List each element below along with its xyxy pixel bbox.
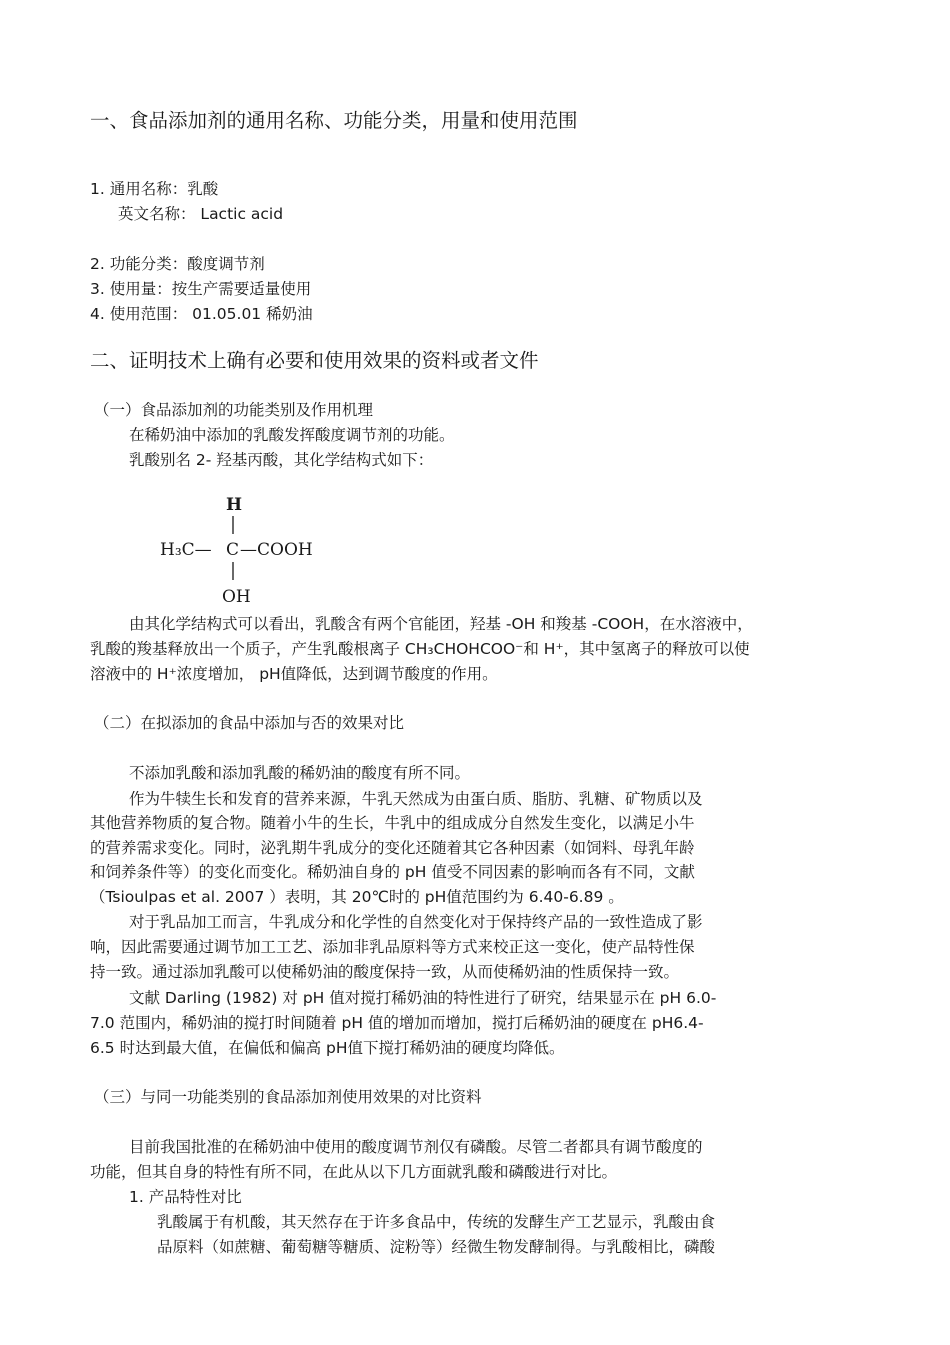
paragraph-line: 乳酸别名 2- 羟基丙酸，其化学结构式如下： [129,451,434,469]
paragraph-line: 7.0 范围内，稀奶油的搅打时间随着 pH 值的增加而增加，搅打后稀奶油的硬度在 pH6.4- [90,1014,704,1032]
paragraph-line: 由其化学结构式可以看出，乳酸含有两个官能团，羟基 -OH 和羧基 -COOH，在水溶液中， [129,615,753,633]
subsection-title: （一）食品添加剂的功能类别及作用机理 [94,401,374,419]
subsection-title: （三）与同一功能类别的食品添加剂使用效果的对比资料 [94,1088,482,1106]
paragraph-line: 6.5 时达到最大值，在偏低和偏高 pH值下搅打稀奶油的硬度均降低。 [90,1039,565,1057]
paragraph-line: 的营养需求变化。同时，泌乳期牛乳成分的变化还随着其它各种因素（如饲料、母乳年龄 [90,839,695,857]
list-item: 英文名称： Lactic acid [118,205,284,223]
formula-bottom-group: OH [222,587,251,607]
paragraph-line: 持一致。通过添加乳酸可以使稀奶油的酸度保持一致，从而使稀奶油的性质保持一致。 [90,963,680,981]
paragraph-line: 目前我国批准的在稀奶油中使用的酸度调节剂仅有磷酸。尽管二者都具有调节酸度的 [129,1138,703,1156]
list-item: 2. 功能分类：酸度调节剂 [90,255,265,273]
paragraph-line: 在稀奶油中添加的乳酸发挥酸度调节剂的功能。 [129,426,455,444]
list-item: 3. 使用量：按生产需要适量使用 [90,280,312,298]
paragraph-line: 功能，但其自身的特性有所不同，在此从以下几方面就乳酸和磷酸进行对比。 [90,1163,618,1181]
formula-left-group: H₃C— [160,540,212,560]
formula-right-group: —COOH [240,540,313,560]
paragraph-line: 响，因此需要通过调节加工工艺、添加非乳品原料等方式来校正这一变化，使产品特性保 [90,938,695,956]
paragraph-line: 和饲养条件等）的变化而变化。稀奶油自身的 pH 值受不同因素的影响而各有不同，文献 [90,863,695,881]
list-item: 1. 产品特性对比 [129,1188,242,1206]
lactic-acid-structure-diagram [158,492,338,608]
formula-center-atom: C [226,540,240,560]
paragraph-line: 对于乳品加工而言，牛乳成分和化学性的自然变化对于保持终产品的一致性造成了影 [129,913,703,931]
paragraph-line: 其他营养物质的复合物。随着小牛的生长，牛乳中的组成成分自然发生变化，以满足小牛 [90,814,695,832]
paragraph-line: 品原料（如蔗糖、葡萄糖等糖质、淀粉等）经微生物发酵制得。与乳酸相比，磷酸 [157,1238,716,1256]
paragraph-line: 作为牛犊生长和发育的营养来源，牛乳天然成为由蛋白质、脂肪、乳糖、矿物质以及 [129,790,703,808]
paragraph-line: 不添加乳酸和添加乳酸的稀奶油的酸度有所不同。 [129,764,471,782]
paragraph-line: 溶液中的 H⁺浓度增加， pH值降低，达到调节酸度的作用。 [90,665,498,683]
paragraph-line: 乳酸的羧基释放出一个质子，产生乳酸根离子 CH₃CHOHCOO⁻和 H⁺，其中氢离子的释放可以使 [90,640,750,658]
paragraph-line: （Tsioulpas et al. 2007 ）表明，其 20℃时的 pH值范围约为 6.40-6.89 。 [90,888,624,906]
list-item: 1. 通用名称：乳酸 [90,180,219,198]
subsection-title: （二）在拟添加的食品中添加与否的效果对比 [94,714,405,732]
paragraph-line: 乳酸属于有机酸，其天然存在于许多食品中，传统的发酵生产工艺显示，乳酸由食 [157,1213,716,1231]
section1-heading: 一、食品添加剂的通用名称、功能分类，用量和使用范围 [90,109,578,132]
formula-top-atom: H [226,495,243,515]
section2-heading: 二、证明技术上确有必要和使用效果的资料或者文件 [90,349,539,372]
paragraph-line: 文献 Darling (1982) 对 pH 值对搅打稀奶油的特性进行了研究，结果显示在 pH 6.0- [129,989,717,1007]
list-item: 4. 使用范围： 01.05.01 稀奶油 [90,305,313,323]
